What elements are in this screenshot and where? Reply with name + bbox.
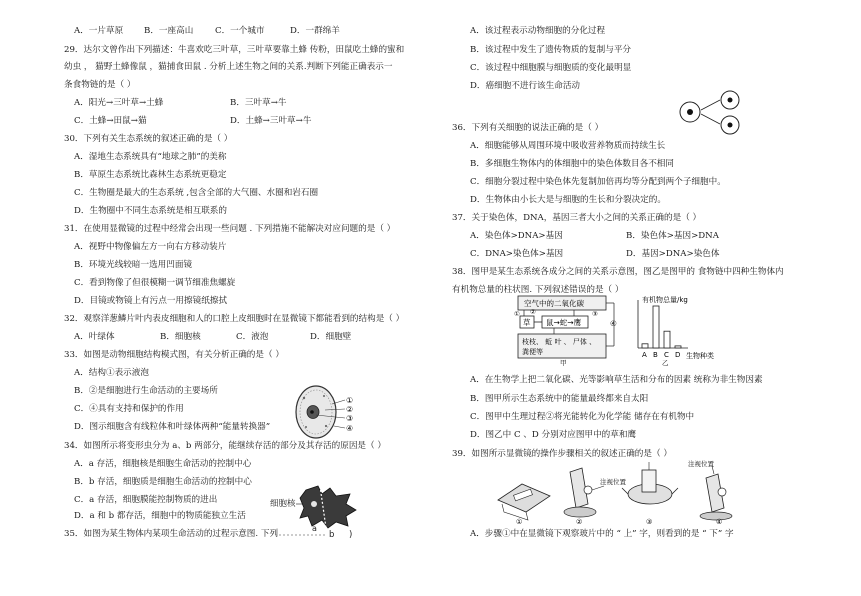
q38-option-c: C．图甲中生理过程②将光能转化为化学能 储存在有机物中	[470, 412, 695, 422]
step4-eye-label: 注视位置	[688, 460, 714, 468]
q32-option-d: D．细胞壁	[310, 332, 352, 342]
q33-option-c: C．④具有支持和保护的作用	[74, 404, 184, 414]
amoeba-label-b: b	[329, 530, 335, 540]
microscope-steps-figure	[492, 460, 742, 526]
bar-label-B: B	[653, 351, 658, 359]
q32-option-b: B．细胞核	[160, 332, 201, 342]
q31-stem: 31．在使用显微镜的过程中经常会出现一些问题 . 下列措施不能解决对应问题的是（ ）	[64, 224, 396, 234]
q34-option-a: A．a 存活，细胞核是细胞生命活动的控制中心	[74, 459, 252, 469]
animal-cell-figure	[292, 382, 362, 442]
microscope-step-1	[498, 484, 550, 520]
amoeba-nucleus-label: 细胞核	[270, 499, 296, 509]
jia-co2-label: 空气中的二氧化碳	[524, 299, 584, 308]
q33-option-b: B．②是细胞进行生命活动的主要场所	[74, 386, 218, 396]
q29-stem-line2: 幼虫 ， 猫野土蜂像鼠 ，猫捕食田鼠 . 分析上述生物之间的关系.判断下列能正确表示一	[64, 62, 393, 72]
q35-stem: 35．如图为某生物体内某项生命活动的过程示意图. 下列	[64, 529, 279, 539]
amoeba-label-a: a	[312, 524, 317, 532]
step2-eye-label: 注视位置	[600, 478, 626, 486]
jia-chain-label: 鼠→蛇→鹰	[546, 318, 582, 327]
q34-option-c: C．a 存活，细胞膜能控制物质的进出	[74, 495, 218, 505]
q28-option-b: B．一座高山	[144, 26, 194, 36]
jia-bottom-line2: 粪便等	[522, 348, 543, 356]
bar-C	[664, 331, 670, 348]
q33-stem: 33．如图是动物细胞结构模式图，有关分析正确的是（ ）	[64, 350, 284, 360]
q35-option-c: C．该过程中细胞膜与细胞质的变化最明显	[470, 63, 632, 73]
cell-label-4: ④	[346, 424, 354, 433]
q37-option-a: A．染色体>DNA>基因	[470, 231, 563, 241]
q39-option-a: A．步骤①中在显微镜下观察玻片中的 “ 上” 字，则看到的是 “ 下” 字	[470, 529, 734, 539]
jia-num-1: ①	[514, 310, 520, 318]
q33-option-a: A．结构①表示液泡	[74, 368, 149, 378]
q31-option-d: D．目镜或物镜上有污点一用擦镜纸擦拭	[74, 296, 227, 306]
q30-option-a: A．湿地生态系统具有“地球之肺”的美称	[74, 152, 227, 162]
bar-label-D: D	[675, 351, 681, 359]
step-num-2: ②	[576, 518, 583, 526]
q29-option-a: A．阳光→三叶草→土蜂	[74, 98, 164, 108]
chart-x-label: 生物种类	[686, 352, 714, 360]
q36-stem: 36．下列有关细胞的说法正确的是（ ）	[452, 123, 604, 133]
cell-label-2: ②	[346, 405, 354, 414]
microscope-step-2	[564, 468, 604, 517]
q35-option-b: B．该过程中发生了遗传物质的复制与平分	[470, 45, 632, 55]
step-num-4: ④	[716, 518, 723, 526]
q35-option-a: A．该过程表示动物细胞的分化过程	[470, 26, 606, 36]
q37-stem: 37．关于染色体，DNA，基因三者大小之间的关系正确的是（ ）	[452, 213, 702, 223]
step-num-1: ①	[516, 518, 523, 526]
organic-matter-bar-chart	[628, 294, 738, 366]
bar-A	[642, 344, 648, 348]
q36-option-d: D．生物体由小长大是与细胞的生长和分裂决定的。	[470, 195, 666, 205]
q38-option-a: A．在生物学上把二氧化碳、光等影响草生活和分布的因素 统称为非生物因素	[470, 375, 763, 385]
bar-D	[675, 346, 681, 348]
q31-option-c: C．看到物像了但很模糊一调节细准焦螺旋	[74, 278, 236, 288]
chart-y-label: 有机物总量/kg	[642, 296, 688, 304]
q36-option-a: A．细胞能够从周围环境中吸收营养物质而持续生长	[470, 141, 666, 151]
jia-num-3: ③	[592, 310, 598, 318]
q29-option-c: C．土蜂→田鼠→猫	[74, 116, 147, 126]
q35-option-d: D．癌细胞不进行该生命活动	[470, 81, 581, 91]
microscope-step-3	[622, 462, 678, 504]
bar-label-A: A	[642, 351, 647, 359]
q30-option-b: B．草原生态系统比森林生态系统更稳定	[74, 170, 227, 180]
q32-option-c: C．液泡	[236, 332, 269, 342]
q38-stem-line1: 38．图甲是某生态系统各成分之间的关系示意图，图乙是图甲的 食物链中四种生物体内	[452, 267, 784, 277]
q34-option-b: B．b 存活，细胞质是细胞生命活动的控制中心	[74, 477, 252, 487]
cell-label-1: ①	[346, 396, 354, 405]
cell-label-3: ③	[346, 414, 354, 423]
jia-num-2: ②	[530, 308, 536, 316]
amoeba-body-shape	[300, 486, 356, 528]
q30-stem: 30．下列有关生态系统的叙述正确的是（ ）	[64, 134, 233, 144]
q30-option-d: D．生物圈中不同生态系统是相互联系的	[74, 206, 227, 216]
q28-option-d: D．一群绵羊	[290, 26, 340, 36]
q35-stem-obscured-tail	[273, 525, 363, 541]
q28-option-a: A．一片草原	[74, 26, 124, 36]
bar-label-C: C	[664, 351, 669, 359]
amoeba-nucleus-shape	[311, 501, 317, 507]
jia-grass-label: 草	[523, 318, 531, 327]
yi-caption: 乙	[662, 359, 669, 366]
q36-option-c: C．细胞分裂过程中染色体先复制加倍再均等分配到两个子细胞中。	[470, 177, 726, 187]
q34-stem: 34．如图所示将变形虫分为 a、b 两部分，能继续存活的部分及其存活的原因是（ ）	[64, 441, 386, 451]
bar-B	[653, 306, 659, 348]
q30-option-c: C．生物圈是最大的生态系统 ,包含全部的大气圈、水圈和岩石圈	[74, 188, 319, 198]
svg-text:): )	[349, 530, 353, 540]
q36-option-b: B．多细胞生物体内的体细胞中的染色体数目各不相同	[470, 159, 674, 169]
q38-stem-line2: 有机物总量的柱状图. 下列叙述错误的是（ ）	[452, 285, 624, 295]
q29-option-d: D．土蜂→三叶草→牛	[230, 116, 312, 126]
q29-option-b: B．三叶草→牛	[230, 98, 287, 108]
q38-option-d: D．图乙中 C 、D 分别对应图甲中的草和鹰	[470, 430, 637, 440]
cell-division-figure	[678, 88, 744, 136]
jia-bottom-line1: 枝枝、 蚯 叶 、 尸体 、	[522, 338, 597, 346]
q32-stem: 32．观察洋葱鳞片叶内表皮细胞和人的口腔上皮细胞时在显微镜下都能看到的结构是（ ）	[64, 314, 405, 324]
jia-num-4: ④	[610, 319, 617, 328]
q31-option-a: A．视野中物像偏左方一向右方移动装片	[74, 242, 227, 252]
step-num-3: ③	[646, 518, 653, 526]
q31-option-b: B．环境光线较暗一选用凹面镜	[74, 260, 193, 270]
q39-stem: 39．如图所示显微镜的操作步骤相关的叙述正确的是（ ）	[452, 449, 672, 459]
cell-nucleolus-shape	[310, 410, 314, 414]
q34-option-d: D．a 和 b 都存活，细胞中的物质能独立生活	[74, 511, 246, 521]
ecosystem-diagram-jia	[514, 294, 624, 366]
q29-stem-line1: 29．达尔文曾作出下列描述：牛喜欢吃三叶草，三叶草要靠土蜂 传粉，田鼠吃土蜂的蜜和	[64, 45, 405, 55]
q37-option-c: C．DNA>染色体>基因	[470, 249, 564, 259]
q38-option-b: B．图甲所示生态系统中的能量最终都来自太阳	[470, 394, 649, 404]
q37-option-d: D．基因>DNA>染色体	[626, 249, 720, 259]
q28-option-c: C．一个城市	[215, 26, 265, 36]
jia-caption: 甲	[560, 359, 567, 366]
q29-stem-line3: 条食物链的是（ ）	[64, 80, 136, 90]
microscope-step-4	[700, 466, 732, 520]
q33-option-d: D．图示细胞含有线粒体和叶绿体两种“能量转换器”	[74, 422, 271, 432]
q32-option-a: A．叶绿体	[74, 332, 115, 342]
q37-option-b: B．染色体>基因>DNA	[626, 231, 719, 241]
